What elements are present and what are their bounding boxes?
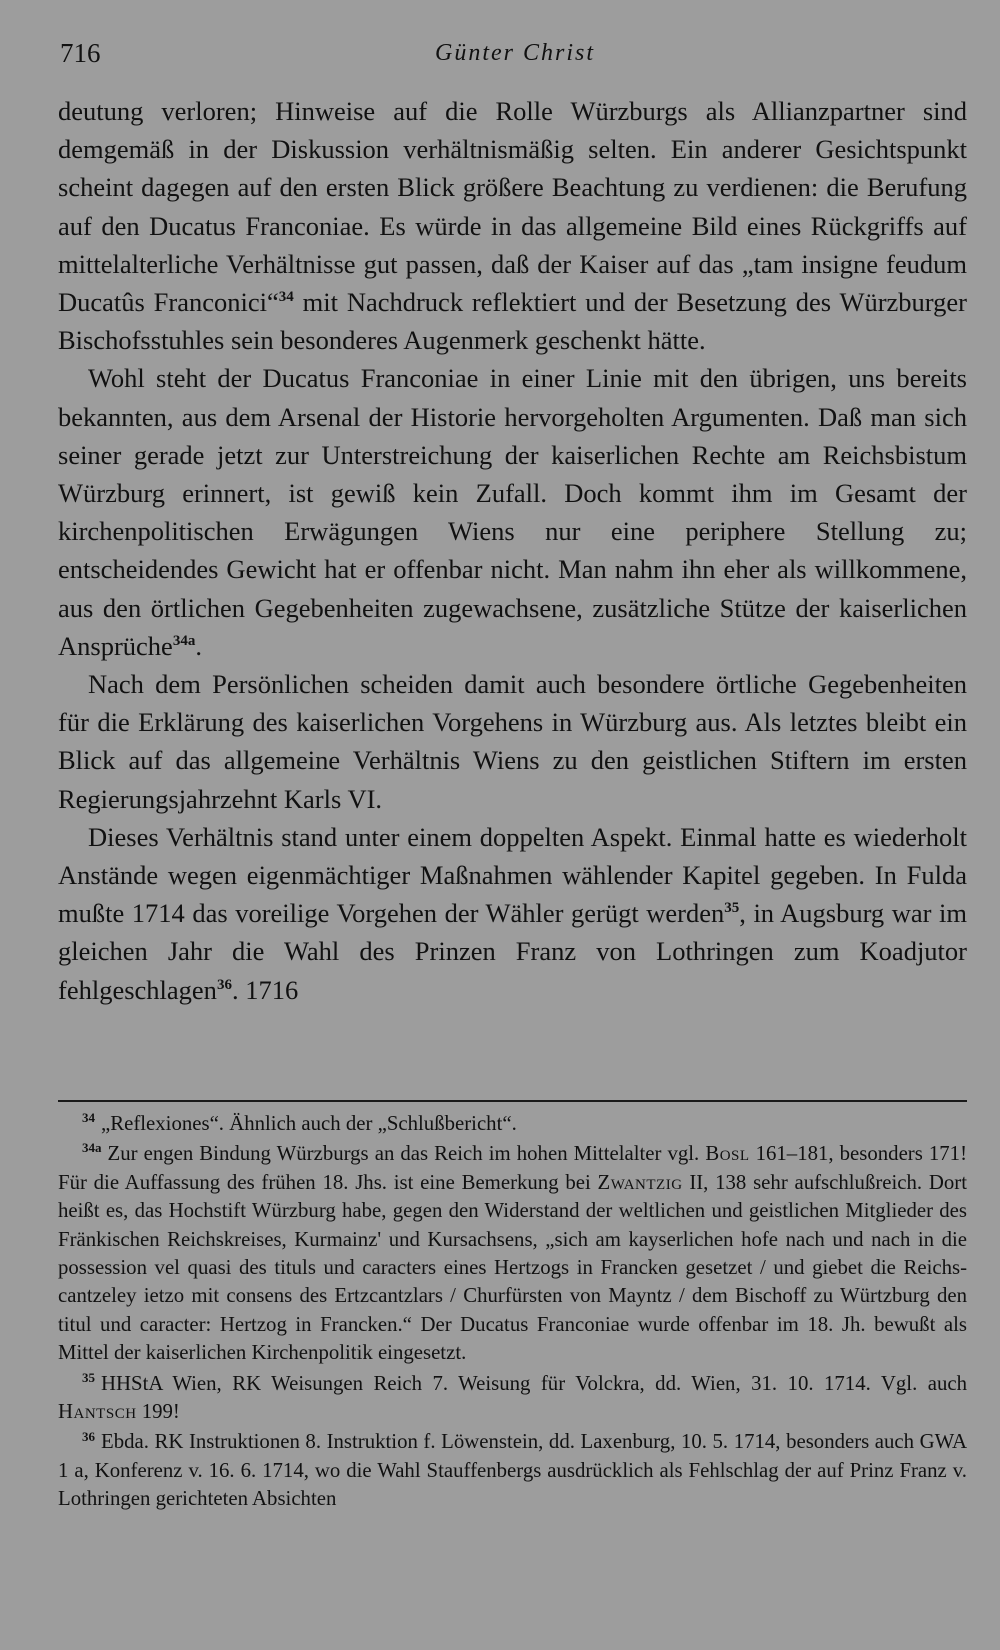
footnote-35 — [58, 1370, 967, 1427]
paragraph-1-text-a: deutung verloren; Hinweise auf die Rolle Würzburgs als Allianzpartner sind demgemäß in der Diskussion verhältnismäßig selten. Ein anderer Gesichtspunkt scheint dagegen auf den ersten Blick größere Beachtung zu verdienen: die Berufung auf den Ducatus Franconiae. Es würde in das allgemeine Bild eines Rückgriffs auf mittelalterliche Verhältnisse gut passen, daß der Kaiser auf das „tam insigne feudum Ducatûs Franconici“ — [58, 96, 967, 318]
footnote-text: 161–181, besonders 171! Für die Auffassung des frühen 18. Jhs. ist eine Bemerkung bei — [58, 1142, 968, 1194]
paragraph-2 — [58, 359, 967, 665]
footnote-text: Zur engen Bindung Würzburgs an das Reich im hohen Mittelalter vgl. — [107, 1142, 706, 1166]
footnote-text: HHStA Wien, RK Weisungen Reich 7. Weisung für Volckra, dd. Wien, 31. 10. 1714. Vgl. auch — [101, 1371, 967, 1395]
author-name: Bosl — [705, 1142, 750, 1166]
paragraph-1-text-b: mit Nachdruck reflektiert und der Besetzung des Würzburger Bischofsstuhles sein besonderes Augenmerk geschenkt hätte. — [58, 287, 967, 356]
footnote-ref-34: 34 — [278, 289, 294, 306]
footnote-mark: 35 — [82, 1369, 95, 1385]
paragraph-4-text-c: . 1716 — [231, 974, 299, 1005]
footnote-mark: 34a — [82, 1140, 102, 1156]
footnote-ref-35: 35 — [724, 900, 740, 917]
footnote-ref-36: 36 — [216, 976, 232, 993]
running-title: Günter Christ — [434, 40, 595, 66]
paragraph-4-text-b: , in Augsburg war im gleichen Jahr die Wahl des Prinzen Franz von Lothringen zum Koadjutor fehlgeschlagen — [58, 898, 967, 1005]
paragraph-3: Nach dem Persönlichen scheiden damit auch besondere örtliche Gegebenheiten für die Erklärung des kaiserlichen Vorgehens in Würzburg aus. Als letztes bleibt ein Blick auf das allgemeine Verhältnis Wiens zu den geistlichen Stiftern im ersten Regierungsjahrzehnt Karls VI. — [58, 669, 967, 814]
author-name: Zwantzig — [597, 1170, 683, 1194]
footnote-text: II, 138 sehr aufschlußreich. Dort heißt es, das Hochstift Würzburg habe, gegen den Widerstand der weltlichen und geistlichen Mitglieder des Fränkischen Reichskreises, Kurmainz' und Kursachsens, „sich am kayserlichen hofe nach und nach in die possession vel quasi des tituls und caracters eines Hertzogs in Francken gesetzet / und giebet die Reichs-cantzeley ietzo mit consens des Ertzcantzlars / Churfürsten von Mayntz / dem Bischoff zu Würtzburg den titul und caracter: Hertzog in Francken.“ Der Ducatus Franconiae wurde offenbar im 18. Jh. bewußt als Mittel der kaiserlichen Kirchenpolitik eingesetzt. — [58, 1170, 967, 1365]
footnote-36 — [58, 1428, 967, 1513]
paragraph-2-text-b: . — [195, 630, 202, 661]
footnote-text: Ebda. RK Instruktionen 8. Instruktion f. Löwenstein, dd. Laxenburg, 10. 5. 1714, besonders auch GWA 1 a, Konferenz v. 16. 6. 1714, wo die Wahl Stauffenbergs ausdrücklich als Fehlschlag der auf Prinz Franz v. Lothringen gerichteten Absichten — [58, 1430, 967, 1511]
author-name: Hantsch — [58, 1400, 137, 1424]
footnote-text: 199! — [136, 1400, 180, 1424]
footnote-ref-34a: 34a — [172, 633, 196, 650]
paragraph-4 — [58, 818, 967, 1009]
paragraph-4-text-a: Dieses Verhältnis stand unter einem doppelten Aspekt. Einmal hatte es wiederholt Anstände wegen eigenmächtiger Maßnahmen wählender Kapitel gegeben. In Fulda mußte 1714 das voreilige Vorgehen der Wähler gerügt werden — [58, 821, 967, 929]
footnote-text: „Reflexiones“. Ähnlich auch der „Schlußbericht“. — [101, 1112, 517, 1135]
footnote-mark: 34 — [82, 1110, 95, 1126]
main-text — [58, 92, 967, 1009]
paragraph-1 — [58, 92, 967, 359]
paragraph-2-text-a: Wohl steht der Ducatus Franconiae in einer Linie mit den übrigen, uns bereits bekannten, aus dem Arsenal der Historie hervorgeholten Argumenten. Daß man sich seiner gerade jetzt zur Unterstreichung der kaiserlichen Rechte am Reichsbistum Würzburg erinnert, ist gewiß kein Zufall. Doch kommt ihm im Gesamt der kirchenpolitischen Erwägungen Wiens nur eine periphere Stellung zu; entscheidendes Gewicht hat er offenbar nicht. Man nahm ihn eher als willkommene, aus den örtlichen Gegebenheiten zugewachsene, zusätzliche Stütze der kaiserlichen Ansprüche — [58, 363, 967, 661]
footnote-34a — [58, 1140, 967, 1367]
footnote-mark: 36 — [82, 1428, 95, 1444]
footnote-34 — [58, 1110, 967, 1138]
footnotes — [58, 1110, 967, 1514]
page-number: 716 — [60, 38, 101, 68]
footnote-divider — [58, 1100, 967, 1102]
page-header — [60, 36, 970, 76]
